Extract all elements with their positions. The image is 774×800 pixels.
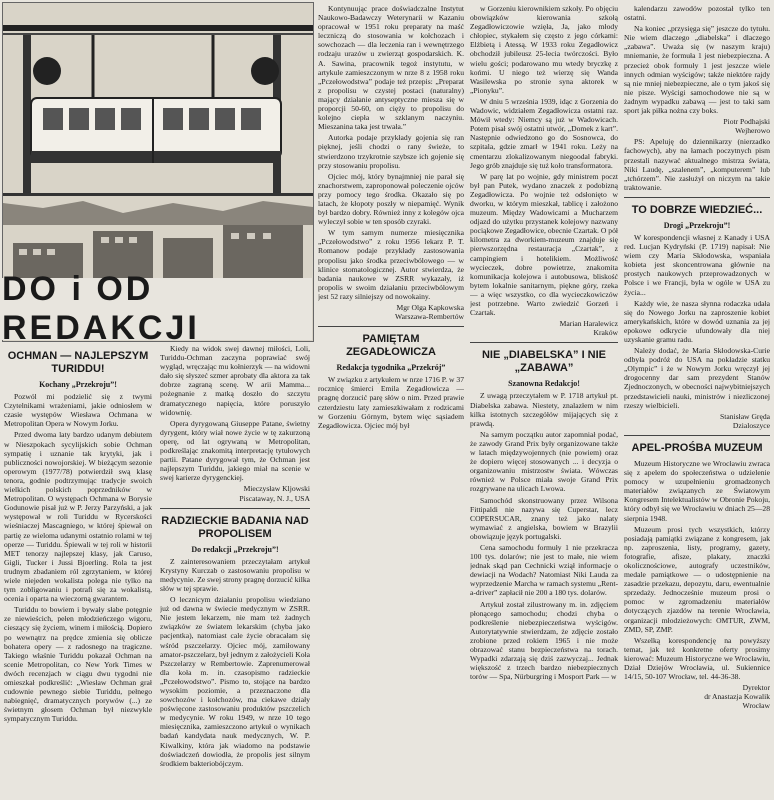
paragraph: Na samym początku autor zapomniał podać, że zawody Grand Prix były organizowane także w latach międzywojennych (nie powiem) oraz że dopiero więcej stosowanych ... i decyzja o organizowaniu mistrzostw świata. Wówczas również w Polsce miała swoje Grand Prix rozgrywane na ulicach Lwowa. bbox=[470, 429, 618, 494]
paragraph: w Gorzeniu kierownikiem szkoły. Po objęciu obowiązków kierowania szkołą Zegadłowiczowie wzięła, Ja, jako młody chłopiec, stykałem się często z jego córkami: Elżbietą i Atessą. W 1933 roku Zegadłowicz obchodził jubileusz 25-lecia twórczości. Było wielu gości; podarowano mu wtedy bryczkę z końmi. U niego też wierzę się Wanda Wasilewska po stronie syna aktorek w „Pionyku”. bbox=[470, 4, 618, 95]
paragraph: Opera dyrygowaną Giuseppe Patane, świetny dyrygent, który wiał nowe życie w tę zakurzoną operę, od lat ogrywaną w Metropolitan, podkreślając znakomitą interpretację tytułowych partii. Patane dyrygował tym, że Ochman jest najlepszym Turiddu, jakiego miał na scenie w swej karierze dyrygenckiej. bbox=[160, 418, 310, 483]
paragraph: Należy dodać, że Maria Skłodowska-Curie odbyła podróż do USA na pokładzie statku „Olympic” i że w Nowym Jorku wręczył jej drogocenny dar sam prezydent Stanów Zjednoczonych, w obecności najwybitniejszych przedstawicieli nauki, ministrów i niezliczonej rzeszy wielbicieli. bbox=[624, 346, 770, 410]
article-heading-to-dobrze-wiedziec: TO DOBRZE WIEDZIEĆ... bbox=[631, 203, 763, 216]
paragraph: O lecznicym działaniu propolisu wiedziano już od dawna w świecie medycznym w ZSRR. Nie jestem lekarzem, nie mam też żadnych związków ze światem lekarskim (chyba jako pacjentka), natomiast cale życie obracałam się wśród pszczelarzy. Ojciec mój, zamiłowany amator-pszczelarz, był jednym z założycieli Koła Pszczelarzy w Rembertowie. Zaprenumerował dla koła m. in. czasopismo radzieckie „Pczełowodstwo”. Pismo to, stojące na bardzo wysokim poziomie, a przeznaczone dla sowchozów i kołchozów, ma ciekawe działy poświęcone zastosowaniu produktów pszczelich w medycynie. W roku 1949, w nrze 10 tego miesięcznika, zamieszczono artykuł o wynikach badań kandydata nauk medycznych, W. P. Kiwalkiny, która jak wiadomo na podstawie doświadczeń dowiodła, że propolis jest silnym środkiem bakteriobójczym. bbox=[160, 595, 310, 768]
paragraph: Autorka podaje przykłady gojenia się ran pięknej, jeśli chodzi o rany świeże, to stwierdzono trzykrotnie szybsze ich gojenie się przy stosowaniu propolisu. bbox=[318, 133, 464, 170]
paragraph: Pozwól mi podzielić się z twymi Czytelnikami wrażeniami, jakie odniosłem w czasie występów Wiesława Ochmana w Metropolitan Opera w Nowym Jorku. bbox=[4, 392, 152, 429]
divider bbox=[318, 326, 464, 327]
article-heading-diabelska: NIE „DIABELSKA” I NIE „ZABAWA” bbox=[481, 349, 607, 375]
signature: Dyrektor dr Anastazja Kowalik Wrocław bbox=[704, 683, 770, 711]
column-2 bbox=[160, 344, 310, 796]
paragraph: Turiddu to bowiem i bywały słabe potęgnie ze niewieścich, pełen młodzieńczego wigoru, cieszący się życiem, winem i miłością. Dopiero po wewnątrz na prędce zmienia się oblicze bohatera opery — z radosnego na tragiczne. Takiego właśnie Turiddu pokazał Ochman na scenie Metropolitan, co New York Times w dwóch recenzjach w ciągu dwu tygodni nie omieszkał podkreślić: „Wiesław Ochman grał cudownie pewnego siebie Turiddu, pełnego nabiegnięć, dramatycznych porywów (...) ze świetnym głosem Ochman był niezwykle sympatycznym Turiddu. bbox=[4, 605, 152, 724]
greeting: Drogi „Przekroju”! bbox=[663, 220, 731, 230]
paragraph: Muzeum Historyczne we Wrocławiu zwraca się z apelem do społeczeństwa o udzielenie pomocy w uzupełnieniu gromadzonych materiałów związanych ze Światowym Kongresem Intelektualistów w Obronie Pokoju, który odbył się we Wrocławiu w dniach 25—28 sierpnia 1948. bbox=[624, 458, 770, 523]
paragraph: Cena samochodu formuły 1 nie przekracza 100 tys. dolarów; nie jest to małe, nie wiem jednak skąd pan Cechnicki wziął informacje o dewiacji na Wodach? Natomiast Niki Lauda za wyprzedzenie Marcha w ramach systemu „Rent-a-driver” zapłacił nie 200 a 180 tys. dolarów. bbox=[470, 542, 618, 598]
paragraph: Ojciec mój, który bynajmniej nie parał się znachorstwem, zaproponował poleczenie ojców przy pomocy tego środka. Okazało się po latach, że kłopoty poszły w niepamięć. Wynik był bardzo dobry. Również inny z kolegów ojca wyleczył sobie w ten sposób czyraki. bbox=[318, 171, 464, 227]
column-1 bbox=[4, 344, 152, 796]
greeting: Do redakcji „Przekroju”! bbox=[191, 544, 279, 554]
paragraph: W tym samym numerze miesięcznika „Pczełowodstwo” z roku 1956 lekarz P. T. Romanow podaje przykłady zastosowania propolisu jako środka przeciwbólowego — w klinice stomatologicznej. Autor stwierdza, że badania naukowe w ZSRR wykazały, iż propolis w swoim działaniu przeciwbólowym jest 52 razy silniejszy od nowokainy. bbox=[318, 228, 464, 301]
greeting: Redakcja tygodnika „Przekrój” bbox=[336, 363, 446, 373]
section-banner bbox=[2, 270, 312, 347]
greeting: Szanowna Redakcjo! bbox=[508, 379, 580, 389]
article-heading-propolis: RADZIECKIE BADANIA NAD PROPOLISEM bbox=[161, 514, 309, 540]
paragraph: W parę lat po wojnie, gdy ministrem poczt był pan Putek, wydano znaczek z podobizną Zegadłowicza. Po wojnie też odsłonięto w dworku, w którym mieszkał, tablicę i założono muzeum. Między Wadowicami a Mucharzem odjazd do użytku przystanek kolejowy nazwany pociąkowe Zegadłowice, obecnie Czartak. O pół kilometra za dworkiem-muzeum znajduje się pierwszorzędna restauracja „Czartak”, z campingiem i hotelikiem. Możliwość wycieczek, dobre powietrze, znakomita komunikacja kolejowa i autobusowa, bliskość bytem lokalnie sanitarnym, piękne góry, rzeka — a więc wszystko, co dla wycieczkowiczów jest potrzebne. Warto zwiedzić Gorzeń i Czartak. bbox=[470, 171, 618, 318]
column-5 bbox=[624, 4, 770, 796]
paragraph: Samochód skonstruowany przez Wilsona Fittipaldi nie nazywa się Cuperstar, lecz COPERSUCAR, znany też jako nalaty wymawiać z angielska, bowiem w Brazylii obowiązuje język portugalski. bbox=[470, 495, 618, 541]
paragraph: kalendarzu zawodów pozostał tylko ten ostatni. bbox=[624, 4, 770, 23]
divider bbox=[470, 342, 618, 343]
signature: Mgr Olga Kapkowska Warszawa-Rembertów bbox=[395, 303, 464, 322]
paragraph: Każdy wie, że nasza słynna rodaczka udała się do Nowego Jorku na zaproszenie kobiet amerykańskich, które w dowód uznania za jej epokowe odkrycie ufundowały dla niej uzyskanie gramu radu. bbox=[624, 298, 770, 344]
signature: Piotr Podhajski Wejherowo bbox=[723, 117, 770, 136]
paragraph: W związku z artykułem w nrze 1716 P. w 37 rocznicę śmierci Emila Zegadłowicza — pragnę dorzucić parę słów o nim. Przed prawie czterdziestu laty zamieszkiwałam z rodzicami w Gorzeniu Górnym, bytem więc sąsiadem Zegadłowicza. Ojciec mój był bbox=[318, 375, 464, 430]
paragraph: Z uwagą przeczytałem w P. 1718 artykuł pt. Diabelska zabawa. Niestety, znalazłem w nim kilka istotnych szczegółów mijających się z prawdą. bbox=[470, 391, 618, 428]
paragraph: Na koniec „przysięga się” jeszcze do tytułu. Nie wiem dlaczego „diabelska” i dlaczego „zabawa”. Uważa się (w naszym kraju) mniemanie, że formuła 1 jest niebezpieczna. A przecież obok formuły 1 jest jeszcze wiele innych odmian wyścigów; także niektóre rajdy są nie mniej niebezpieczne, ale o tym jakoś się nie pisze. Wyścigi samochodowe nie są w żadnym wypadku zabawą — jest to taki sam sport jak piłka nożna czy boks. bbox=[624, 24, 770, 116]
greeting: Kochany „Przekroju”! bbox=[39, 380, 117, 389]
column-3 bbox=[318, 4, 464, 796]
paragraph: W dniu 5 września 1939, idąc z Gorzenia do Wadowic, widziałem Zegadłowicza ostatni raz. Mówił wtedy: Niemcy są już w Wadowicach. Potem pisał swój ostatni utwór, „Domek z kart”. Następnie odwiedzono go do Sosnowca, do szpitala, gdzie zmarł w 1941 roku. Leży na cmentarzu zlokalizowanym niegoodal fabryki. Jego grób znajduje się tuż koło transformatora. bbox=[470, 96, 618, 170]
column-4 bbox=[470, 4, 618, 796]
paragraph: Wszelką korespondencję na powyższy temat, jak też konkretne oferty prosimy kierować: Muzeum Historyczne we Wrocławiu, Dział Dziejów Wrocławia, ul. Sukiennice 14/15, 50-107 Wrocław, tel. 44-36-38. bbox=[624, 635, 770, 682]
postscript: PS: Apeluję do dziennikarzy (nierzadko fachowych), aby na łamach poczytnych pism przestali nazywać aktualnego mistrza świata, Niki Laudę, „szalenem”, „komputerem” lub „tchórzem”. Nie zasłużył on niczym na takie traktowanie. bbox=[624, 137, 770, 192]
paragraph: Kontynuując prace doświadczalne Instytut Naukowo-Badawczy Weterynarii w Kazaniu opracował w 1951 roku preparaty na maść leczniczą do stosowania w kołchozach i sowchozach — dla leczenia ran i wewnętrzego rodzaju urazów u zwierząt gospodarskich. K. A. Sawina, pracownik tegoż instytutu, w artykule zamieszczonym w nrze 8 z 1958 roku „Pczełowodstwa” podaje też przepis: „Preparat z propolisu w czystej postaci (naturalny) mający działanie antyseptyczne miesza się w proporcji 50-60, on cięży to propolisu do kolejno ciepła w szklanym naczyniu. Mieszanina taka jest trwała.” bbox=[318, 4, 464, 132]
divider bbox=[624, 197, 770, 198]
article-heading-zegadlowicz: PAMIĘTAM ZEGADŁOWICZA bbox=[346, 333, 436, 359]
signature: Mieczysław Kljowski Piscataway, N. J., USA bbox=[239, 484, 310, 503]
paragraph: Artykuł został zilustrowany m. in. zdjęciem płonącego samochodu; chodzi chyba o podkreślenie niebezpieczeństwa wyścigów. Autorytatywnie stwierdzam, że zdjęcie zostało zrobione przed rokiem 1965 i nie może obrazować stanu bezpieczeństwa na torach. Wypadki zdarzają się dziś zazwyczaj... Jednak większość z trzech bardzo niebezpiecznych torów — Spa, Nürburgring i Mosport Park — w bbox=[470, 599, 618, 682]
section-title: DO i OD REDAKCJI bbox=[2, 270, 200, 347]
divider bbox=[624, 435, 770, 436]
paragraph: Z zainteresowaniem przeczytałam artykuł Krystyny Kurczab o zastosowaniu propolisu w medycynie. Ze swej strony pragnę dorzucić kilka słów w tej sprawie. bbox=[160, 556, 310, 593]
paragraph: Kiedy na widok swej dawnej miłości, Loli, Turiddu-Ochman zaczyna poprawiać swój wygląd, wręczając mu kołnierzyk — na widowni dało się słyszeć szmer aprobaty dla aktora za tak dobrze zagraną scenę. W arii Mamma... pożegnanie z matką doszło do szczytu dramatycznego napięcia, które poruszyło widownię. bbox=[160, 344, 310, 417]
signature: Stanisław Gręda Dzialoszyce bbox=[720, 411, 770, 430]
paragraph: Muzeum prosi tych wszystkich, którzy posiadają pamiątki związane z kongresem, jak np. zaproszenia, listy, programy, gazety, fotografie, afisze, plakaty, znaczki okolicznościowe, autografy uczestników, medale pamiątkowe — o udostępnienie na zasadzie przekazu, depozytu, daru, ewentualnie sprzedaży. Jednocześnie muzeum prosi o pomoc w zgromadzeniu materiałów dotyczących zjazdów na terenie Wrocławia, organizacji młodzieżowych: OMTUR, ZWM, ZMD, SP, ZMP. bbox=[624, 524, 770, 634]
article-heading-ochman: OCHMAN — NAJLEPSZYM TURIDDU! bbox=[7, 350, 149, 375]
paragraph: Przed dwoma laty bardzo udanym debiutem w Nieszpokach sycylijskich sobie Ochman sympatię i uznanie tak krytyki, jak i publiczności nowojorskiej. W bieżącym sezonie operowym (1977/78) potwierdził swą klasę tenora, godnie podtrzymując tradycje swoich wielkich polskich poprzedników w Metropolitan. O występach Ochmana w Borysie Godunowie pisał już w P. Jerzy Parzyński, a jak występował w roli Turiddu w Rycerskości wieśniaczej Mascagniego, w której śpiewał on partię ze wieloma udanymi ostatnio rolami w tej operze — Turiddu. Śpiewali w tej roli w historii MET tenorzy najlepszej klasy, jak Caruso, Gigli, Tucker i Jussi Bjoerling. Rola ta jest trudnym zbadaniem ról zgrzytaniem, w której wiele niejeden wokalista polega nie tylko na tym zobligowaniu i potrafi się za wokalistą, ocenia i oparta na wieczorną gwarantem. bbox=[4, 430, 152, 604]
article-heading-apel-muzeum: APEL-PROŚBA MUZEUM bbox=[631, 441, 763, 454]
paragraph: W korespondencji własnej z Kanady i USA red. Lucjan Kydryński (P. 1719) napisał: Nie wiem czy Maria Skłodowska, wspaniała kobieta jest skoncentrowana głównie na prostych naukowych przeprowadzonych w Polsce i we Francji, była w ogóle w USA zu życia... bbox=[624, 232, 770, 297]
divider bbox=[160, 508, 310, 509]
signature: Marian Haralewicz Kraków bbox=[559, 319, 618, 338]
